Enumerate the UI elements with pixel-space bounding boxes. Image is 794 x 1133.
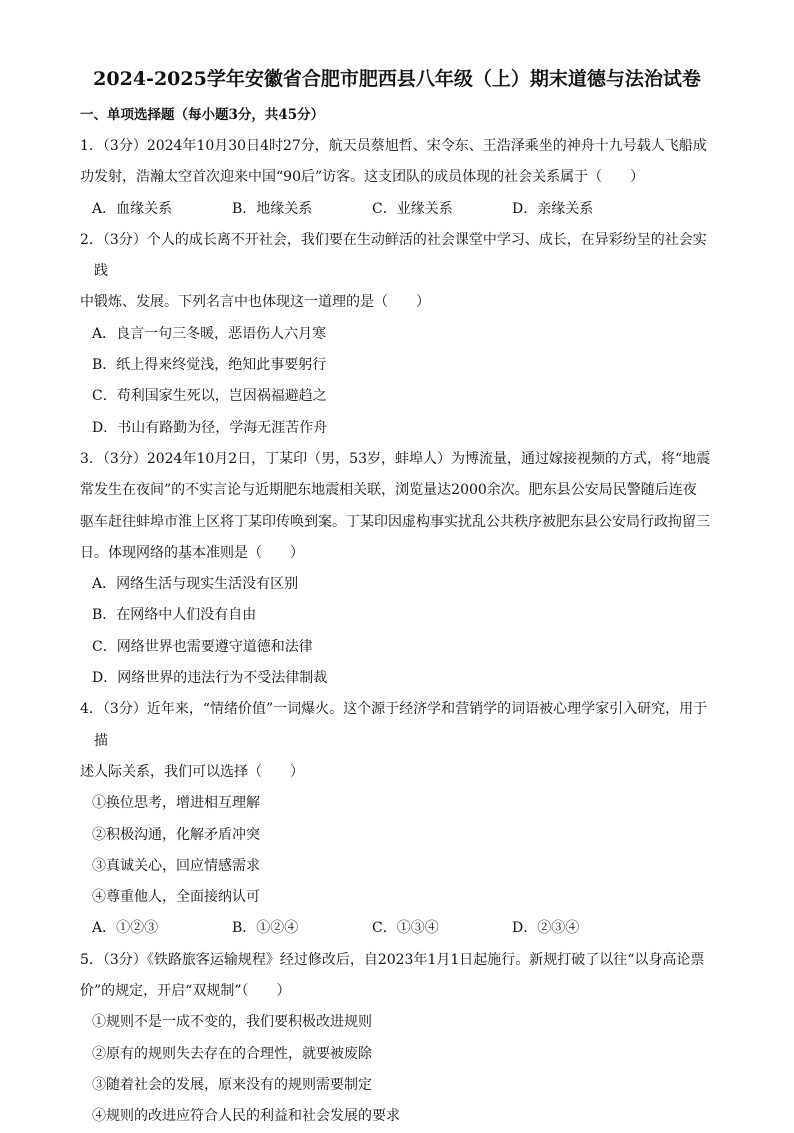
question-5 [80, 945, 720, 1133]
questions-container [80, 131, 720, 1133]
option-a[interactable]: A．网络生活与现实生活没有区别 [92, 576, 299, 593]
statement-item: ①换位思考，增进相互理解 [92, 795, 260, 812]
statement-item: ③真诚关心，回应情感需求 [92, 857, 260, 874]
question-stem-line: 常发生在夜间”的不实言论与近期肥东地震相关联，浏览量达2000余次。肥东县公安局民警随后连夜 [80, 482, 697, 499]
option-c[interactable]: C．苟利国家生死以，岂因祸福避趋之 [92, 388, 327, 405]
question-stem-line: 功发射，浩瀚太空首次迎来中国“90后”访客。这支团队的成员体现的社会关系属于（ ） [80, 169, 645, 186]
exam-title: 2024-2025学年安徽省合肥市肥西县八年级（上）期末道德与法治试卷 [93, 68, 701, 90]
statement-item: ④尊重他人，全面接纳认可 [92, 889, 260, 906]
statement-item: ②积极沟通，化解矛盾冲突 [92, 826, 260, 843]
options-row [80, 913, 720, 944]
question-4 [80, 694, 720, 944]
option-b[interactable]: B．在网络中人们没有自由 [92, 607, 257, 624]
question-stem-line: 述人际关系，我们可以选择（ ） [80, 763, 304, 780]
options-row [80, 194, 720, 225]
question-3 [80, 444, 720, 694]
question-stem-line: 价”的规定，开启“双规制”（ ） [80, 983, 291, 1000]
question-1 [80, 131, 720, 225]
statement-item: ②原有的规则失去存在的合理性，就要被废除 [92, 1045, 372, 1062]
option-d[interactable]: D．网络世界的违法行为不受法律制裁 [92, 670, 328, 687]
option-d[interactable]: D．书山有路勤为径，学海无涯苦作舟 [92, 419, 328, 436]
question-stem-line: 驱车赶往蚌埠市淮上区将丁某印传唤到案。丁某印因虚构事实扰乱公共秩序被肥东县公安局行政拘留三 [80, 513, 710, 530]
option-b[interactable]: B．地缘关系 [232, 200, 313, 217]
statement-item: ④规则的改进应符合人民的利益和社会发展的要求 [92, 1108, 400, 1125]
question-stem-line: 2．（3分）个人的成长离不开社会，我们要在生动鲜活的社会课堂中学习、成长，在异彩纷呈的社会实践 [80, 231, 707, 280]
option-c[interactable]: C．①③④ [372, 920, 439, 937]
option-b[interactable]: B．①②④ [232, 920, 299, 937]
option-c[interactable]: C．网络世界也需要遵守道德和法律 [92, 638, 313, 655]
question-stem-line: 3．（3分）2024年10月2日，丁某印（男，53岁，蚌埠人）为博流量，通过嫁接视频的方式，将“地震 [80, 450, 711, 467]
statement-item: ③随着社会的发展，原来没有的规则需要制定 [92, 1076, 372, 1093]
question-stem-line: 1．（3分）2024年10月30日4时27分，航天员蔡旭哲、宋令东、王浩泽乘坐的神舟十九号载人飞船成 [80, 138, 707, 154]
question-stem-line: 5．（3分）《铁路旅客运输规程》经过修改后，自2023年1月1日起施行。新规打破了以往“以身高论票 [80, 951, 705, 968]
option-a[interactable]: A．良言一句三冬暖，恶语伤人六月寒 [92, 325, 327, 342]
section-heading: 一、单项选择题（每小题3分，共45分） [80, 107, 325, 123]
question-stem-line: 日。体现网络的基本准则是（ ） [80, 544, 304, 561]
question-2 [80, 225, 720, 444]
option-d[interactable]: D．亲缘关系 [512, 200, 594, 217]
question-stem-line: 中锻炼、发展。下列名言中也体现这一道理的是（ ） [80, 294, 430, 311]
option-c[interactable]: C．业缘关系 [372, 200, 453, 217]
question-stem-line: 4．（3分）近年来，“情绪价值”一词爆火。这个源于经济学和营销学的词语被心理学家引入研究，用于描 [80, 701, 708, 749]
option-a[interactable]: A．①②③ [92, 920, 159, 937]
option-b[interactable]: B．纸上得来终觉浅，绝知此事要躬行 [92, 357, 327, 374]
option-d[interactable]: D．②③④ [512, 920, 580, 937]
statement-item: ①规则不是一成不变的，我们要积极改进规则 [92, 1014, 372, 1031]
option-a[interactable]: A．血缘关系 [92, 200, 173, 217]
